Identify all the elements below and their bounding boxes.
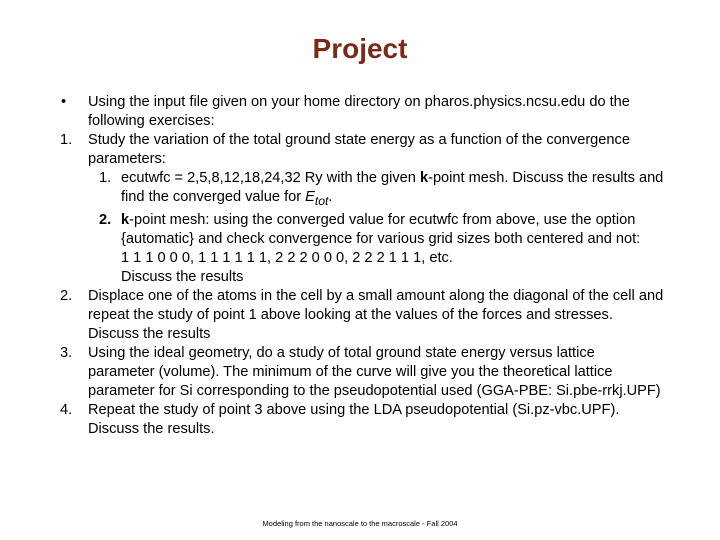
- item-text: Repeat the study of point 3 above using the LDA pseudopotential (Si.pz-vbc.UPF). Discuss the results.: [88, 401, 620, 437]
- grid-sizes-line: 1 1 1 0 0 0, 1 1 1 1 1 1, 2 2 2 0 0 0, 2 2 2 1 1 1, etc.: [121, 249, 453, 266]
- item-number: 4.: [60, 401, 73, 418]
- item-number: 2.: [60, 287, 73, 304]
- sub-item-text: -point mesh. Discuss the results and find the converged value for: [121, 170, 664, 205]
- sub-item-1-1: [54, 169, 664, 211]
- energy-variable: [305, 189, 329, 208]
- list-item-4: [54, 401, 664, 439]
- sub-item-text: ecutwfc = 2,5,8,12,18,24,32 Ry with the given: [121, 170, 420, 186]
- discuss-line: Discuss the results: [121, 268, 244, 285]
- sub-item-1-2: [54, 211, 664, 249]
- intro-text: Using the input file given on your home directory on pharos.physics.ncsu.edu do the following exercises:: [88, 94, 630, 129]
- slide-title: Project: [312, 33, 408, 64]
- list-item-2: [54, 287, 664, 344]
- item-number: 3.: [60, 344, 73, 361]
- list-item-1: [54, 131, 664, 169]
- item-number: 1.: [60, 132, 73, 148]
- item-text: Displace one of the atoms in the cell by a small amount along the diagonal of the cell and repeat the study of point 1 above looking at the values of the forces and stresses. Discuss the results: [88, 287, 664, 342]
- list-item-3: [54, 344, 664, 401]
- k-bold-text: k: [419, 170, 429, 186]
- slide-content: [54, 93, 664, 439]
- slide-footer: Modeling from the nanoscale to the macroscale - Fall 2004: [262, 519, 458, 528]
- energy-symbol: E: [305, 189, 315, 205]
- intro-bullet-item: [54, 93, 664, 131]
- item-text: Study the variation of the total ground state energy as a function of the convergence parameters:: [88, 132, 630, 167]
- item-text: Using the ideal geometry, do a study of total ground state energy versus lattice parameter (volume). The minimum of the curve will give you the theoretical lattice parameter for Si corresponding to the pseudopotential used (GGA-PBE: Si.pbe-rrkj.UPF): [88, 344, 661, 399]
- k-bold-text: k: [121, 211, 130, 228]
- bullet-marker: •: [61, 94, 67, 110]
- sub-item-text: .: [328, 189, 333, 205]
- sub-item-number: 2.: [99, 211, 112, 228]
- sub-item-text: -point mesh: using the converged value for ecutwfc from above, use the option {automatic} and check convergence for various grid sizes both centered and not:: [121, 211, 641, 247]
- sub-item-number: 1.: [99, 170, 112, 186]
- energy-subscript: tot: [314, 193, 329, 208]
